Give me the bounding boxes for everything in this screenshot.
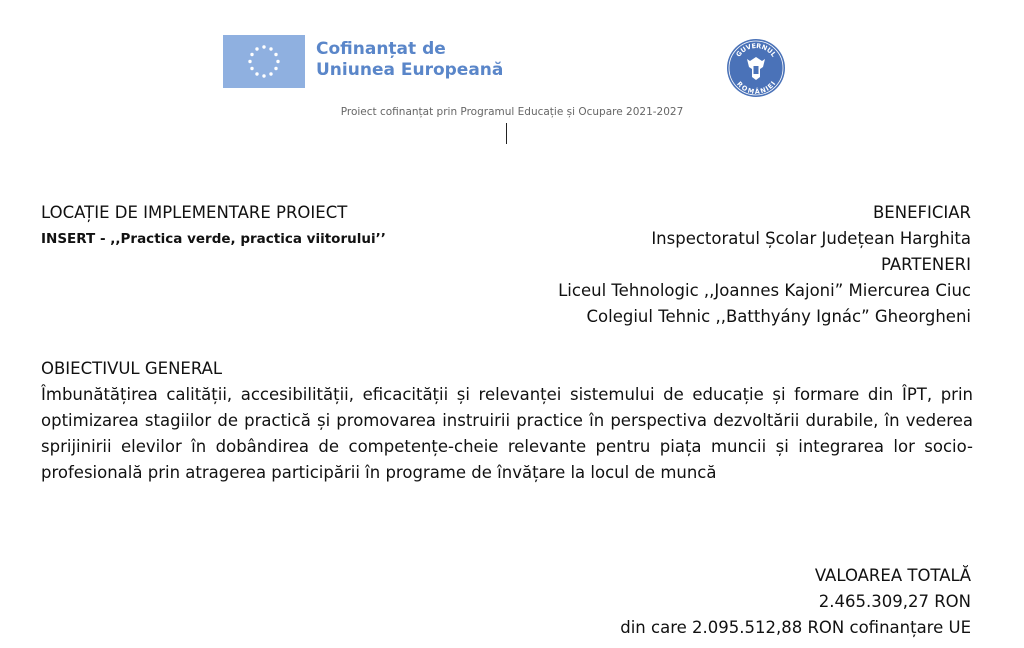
eu-flag-logo — [223, 35, 305, 88]
value-total: 2.465.309,27 RON — [818, 592, 971, 611]
partner-item: Liceul Tehnologic ,,Joannes Kajoni” Miercurea Ciuc — [558, 281, 971, 300]
seal-top-text: GUVERNUL — [734, 41, 778, 59]
text-cursor — [506, 123, 507, 144]
romanian-coat-of-arms-icon — [725, 37, 787, 99]
beneficiary-name: Inspectoratul Școlar Județean Harghita — [651, 229, 971, 248]
location-title: LOCAȚIE DE IMPLEMENTARE PROIECT — [41, 203, 348, 222]
eu-logo-text — [316, 39, 503, 81]
eu-logo-line1: Cofinanțat de — [316, 39, 446, 59]
beneficiary-block — [558, 200, 971, 330]
value-title: VALOAREA TOTALĂ — [814, 566, 971, 585]
value-cofinancing: din care 2.095.512,88 RON cofinanțare UE — [620, 618, 971, 637]
partner-item: Colegiul Tehnic ,,Batthyány Ignác” Gheorgheni — [586, 307, 971, 326]
beneficiary-title: BENEFICIAR — [872, 203, 971, 222]
eu-stars-icon — [223, 35, 305, 88]
government-seal — [725, 37, 787, 99]
eu-logo-line2: Uniunea Europeană — [316, 60, 504, 80]
objective-title: OBIECTIVUL GENERAL — [41, 359, 223, 378]
program-cofinancing-line: Proiect cofinanțat prin Programul Educație și Ocupare 2021-2027 — [340, 106, 684, 118]
partners-title: PARTENERI — [880, 255, 971, 274]
objective-body: Îmbunătățirea calității, accesibilității, eficacității și relevanței sistemului de educație și formare din ÎPT, prin optimizarea stagiilor de practică și promovarea instruirii practice în perspectiva dezvoltării durabile, în vederea sprijinirii elevilor în dobândirea de competențe-cheie relevante pentru piața muncii și integrarea lor socio-profesională prin atragerea participării în programe de învățare la locul de muncă — [41, 385, 973, 482]
seal-bottom-text: ROMÂNIEI — [735, 79, 778, 96]
objective-block — [41, 356, 973, 486]
value-block — [620, 563, 971, 641]
location-block — [41, 200, 386, 252]
location-project: INSERT - ,,Practica verde, practica viitorului’’ — [41, 231, 386, 247]
